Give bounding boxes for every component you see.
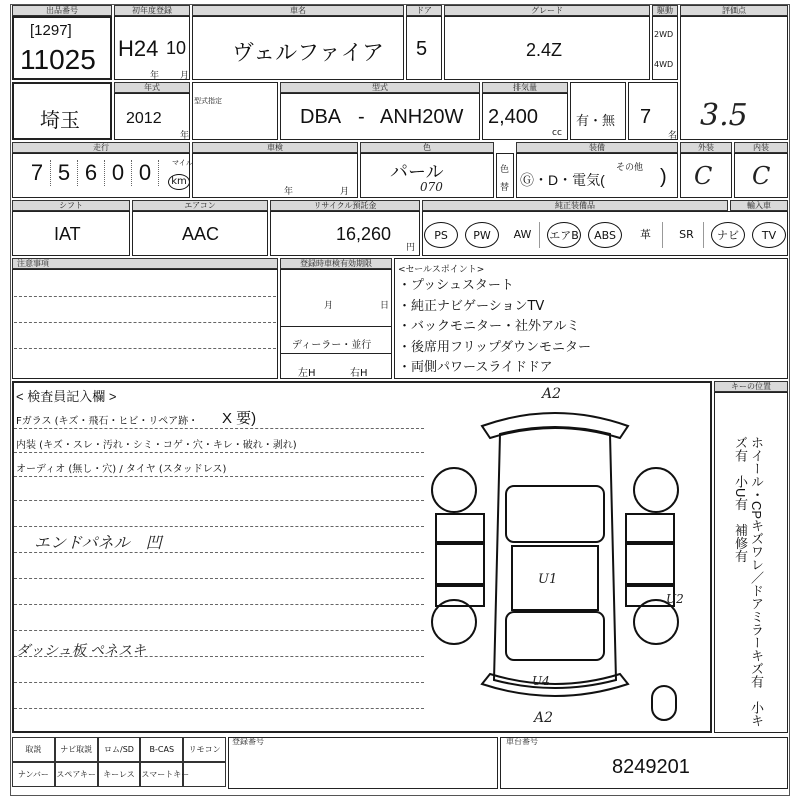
inspection-dealer: ディーラー・並行 bbox=[292, 340, 372, 351]
notes-line bbox=[14, 322, 276, 323]
first-reg-year-unit: 年 bbox=[150, 71, 160, 81]
option-badge: エアB bbox=[547, 222, 581, 248]
label-lot: 出品番号 bbox=[12, 5, 112, 16]
drive-cell bbox=[652, 16, 678, 80]
drive-4wd: 4WD bbox=[654, 60, 674, 69]
option-badge: SR bbox=[670, 222, 704, 248]
inspector-line1-mark: X 要) bbox=[222, 410, 257, 427]
inspection-left: 左H bbox=[298, 368, 316, 379]
recycle-value: 16,260 bbox=[336, 224, 392, 244]
grade-value: 2.4Z bbox=[526, 40, 563, 60]
label-exterior: 外装 bbox=[680, 142, 732, 153]
mark-rear: A2 bbox=[534, 710, 554, 726]
inspector-title: < 検査員記入欄 > bbox=[16, 389, 117, 404]
inspection-day: 日 bbox=[380, 301, 390, 311]
mileage-digit: 6 bbox=[78, 160, 105, 186]
front-bumper bbox=[482, 413, 628, 438]
inspector-line bbox=[14, 578, 424, 579]
mark-side: U2 bbox=[666, 592, 684, 606]
label-inspection-valid: 登録時車検有効期限 bbox=[280, 258, 392, 269]
bottom-grid-cell: 取説 bbox=[12, 737, 55, 762]
bottom-grid bbox=[12, 737, 226, 787]
blank-sub-cell bbox=[192, 82, 278, 140]
sales-point-item: ・後席用フリップダウンモニター bbox=[398, 339, 592, 355]
mark-roof: U1 bbox=[538, 572, 558, 587]
label-options: 純正装備品 bbox=[422, 200, 728, 211]
type-prefix: DBA bbox=[300, 106, 342, 128]
bottom-grid-cell: ロム/SD bbox=[98, 737, 141, 762]
sales-point-item: ・バックモニター・社外アルミ bbox=[398, 319, 580, 334]
inspector-hand1: エンドパネル 凹 bbox=[34, 533, 162, 552]
inspector-line bbox=[14, 604, 424, 605]
mileage-digits bbox=[24, 160, 159, 186]
label-shaken: 車検 bbox=[192, 142, 358, 153]
shaken-month-unit: 月 bbox=[340, 187, 350, 197]
model-year-unit: 年 bbox=[180, 131, 190, 141]
first-reg-year: H24 bbox=[118, 36, 159, 61]
mileage-km-circle bbox=[168, 174, 190, 190]
wheel-fl bbox=[432, 468, 476, 512]
option-badge: TV bbox=[752, 222, 786, 248]
label-score: 評価点 bbox=[680, 5, 788, 16]
label-notes: 注意事項 bbox=[12, 258, 278, 269]
option-badge: ABS bbox=[588, 222, 622, 248]
sales-point-item: ・純正ナビゲーションTV bbox=[398, 298, 545, 314]
exterior-grade: C bbox=[694, 162, 713, 190]
inspection-right: 右H bbox=[350, 368, 368, 379]
mileage-digit: 0 bbox=[105, 160, 132, 186]
windshield bbox=[506, 486, 604, 542]
inspector-line bbox=[14, 476, 424, 477]
inspector-line1: Fガラス (キズ・飛石・ヒビ・リペア跡・ bbox=[16, 416, 199, 427]
bottom-grid-cell bbox=[183, 762, 226, 787]
color-label-b: 替 bbox=[500, 183, 510, 193]
label-reg: 登録番号 bbox=[228, 737, 498, 748]
sales-point-item: ・両側パワースライドドア bbox=[398, 360, 553, 375]
inspector-line bbox=[14, 526, 424, 527]
chassis-number: 8249201 bbox=[612, 756, 690, 778]
notes-cell bbox=[12, 269, 278, 379]
option-badge: 革 bbox=[629, 222, 663, 248]
inspector-hand2: ダッシュ板 ペネスキ bbox=[16, 643, 147, 659]
shaken-year-unit: 年 bbox=[284, 187, 294, 197]
seats-unit: 名 bbox=[668, 131, 678, 141]
option-badge: AW bbox=[506, 222, 540, 248]
mileage-digit: 5 bbox=[51, 160, 78, 186]
wheel-fr bbox=[634, 468, 678, 512]
interior-grade: C bbox=[752, 162, 771, 190]
model-year-sub: 型式指定 bbox=[194, 97, 222, 105]
mileage-digit: 0 bbox=[132, 160, 159, 186]
bottom-grid-cell: スマートキー bbox=[140, 762, 183, 787]
label-recycle: リサイクル預託金 bbox=[270, 200, 420, 211]
inspection-month: 月 bbox=[324, 301, 334, 311]
first-reg-month: 10 bbox=[166, 38, 187, 58]
inspection-valid-cell bbox=[280, 269, 392, 379]
mark-front: A2 bbox=[542, 386, 562, 402]
label-color: 色 bbox=[360, 142, 494, 153]
inspector-line bbox=[14, 630, 424, 631]
option-badge: PS bbox=[424, 222, 458, 248]
inspector-line bbox=[14, 500, 424, 501]
inspector-line bbox=[14, 682, 424, 683]
rear-bumper bbox=[482, 674, 628, 696]
drive-2wd: 2WD bbox=[654, 30, 674, 39]
displacement-unit: cc bbox=[552, 128, 562, 138]
bottom-grid-cell: スペアキー bbox=[55, 762, 98, 787]
aircon-value: AAC bbox=[182, 224, 220, 244]
mileage-unit-top: マイル bbox=[172, 159, 193, 167]
mileage-unit: km bbox=[171, 176, 187, 187]
inspector-line bbox=[14, 428, 424, 429]
reg-cell bbox=[228, 737, 498, 789]
color-label-a: 色 bbox=[500, 165, 510, 175]
label-car-name: 車名 bbox=[192, 5, 404, 16]
door-r bbox=[626, 544, 674, 584]
notes-line bbox=[14, 348, 276, 349]
first-reg-month-unit: 月 bbox=[180, 71, 190, 81]
fender-fl bbox=[436, 514, 484, 542]
label-interior: 内装 bbox=[734, 142, 788, 153]
color-code: 070 bbox=[420, 180, 443, 194]
right-column-text: ホイール・CPキズワレ／ドアミラーキズ有 小キズ有 小U有 補修有 bbox=[733, 436, 764, 728]
color-name: パール bbox=[390, 162, 444, 182]
option-badge: PW bbox=[465, 222, 499, 248]
inspector-line bbox=[14, 452, 424, 453]
label-grade: グレード bbox=[444, 5, 650, 16]
label-import: 輸入車 bbox=[730, 200, 788, 211]
inspector-line3: オーディオ (無し・穴) / タイヤ (スタッドレス) bbox=[16, 464, 227, 475]
score-value: 3.5 bbox=[700, 98, 748, 133]
label-drive: 駆動 bbox=[652, 5, 678, 16]
label-first-reg: 初年度登録 bbox=[114, 5, 190, 16]
label-displacement: 排気量 bbox=[482, 82, 568, 93]
bottom-grid-cell: キーレス bbox=[98, 762, 141, 787]
model-year-value: 2012 bbox=[126, 110, 162, 127]
car-diagram bbox=[420, 390, 690, 730]
sales-points-list bbox=[398, 276, 591, 379]
displacement-value: 2,400 bbox=[488, 106, 539, 128]
doors-value: 5 bbox=[416, 38, 428, 60]
bottom-grid-cell: ナンバー bbox=[12, 762, 55, 787]
spare-wheel bbox=[652, 686, 676, 720]
bottom-grid-cell: リモコン bbox=[183, 737, 226, 762]
rear-window bbox=[506, 612, 604, 660]
notes-line bbox=[14, 296, 276, 297]
option-badge: ナビ bbox=[711, 222, 745, 248]
recycle-unit: 円 bbox=[406, 243, 416, 253]
seats-value: 7 bbox=[640, 106, 652, 128]
sales-points-title: <セールスポイント> bbox=[398, 265, 485, 275]
bottom-grid-cell: B-CAS bbox=[140, 737, 183, 762]
inspector-line bbox=[14, 708, 424, 709]
label-chassis: 車台番号 bbox=[502, 737, 582, 748]
label-model-year: 年式 bbox=[114, 82, 190, 93]
options-row bbox=[424, 222, 786, 248]
type-dash: - bbox=[358, 106, 365, 128]
lot-number: 11025 bbox=[20, 44, 96, 75]
label-mileage: 走行 bbox=[12, 142, 190, 153]
car-name: ヴェルファイア bbox=[232, 40, 385, 65]
label-aircon: エアコン bbox=[132, 200, 268, 211]
label-type: 型式 bbox=[280, 82, 480, 93]
label-doors: ドア bbox=[406, 5, 442, 16]
label-equipment: 装備 bbox=[516, 142, 678, 153]
equipment-close: ) bbox=[660, 166, 667, 188]
equipment-text: Ⓖ・D・電気( bbox=[520, 172, 605, 188]
equipment-other: その他 bbox=[616, 163, 644, 173]
fender-fr bbox=[626, 514, 674, 542]
type-code: ANH20W bbox=[380, 106, 464, 128]
door-l bbox=[436, 544, 484, 584]
lot-bracket: [1297] bbox=[30, 22, 72, 39]
mileage-digit: 7 bbox=[24, 160, 51, 186]
location-value: 埼玉 bbox=[40, 110, 80, 132]
shaken-cell bbox=[192, 153, 358, 198]
bottom-grid-cell: ナビ取説 bbox=[55, 737, 98, 762]
label-cert: キーの位置 bbox=[714, 381, 788, 392]
inspector-line2: 内装 (キズ・スレ・汚れ・シミ・コゲ・穴・キレ・破れ・剥れ) bbox=[16, 440, 297, 451]
mark-back: U4 bbox=[532, 674, 550, 688]
sales-point-item: ・プッシュスタート bbox=[398, 278, 514, 293]
label-shift: シフト bbox=[12, 200, 130, 211]
turbo-value: 有・無 bbox=[576, 113, 616, 128]
shift-value: IAT bbox=[54, 224, 81, 244]
